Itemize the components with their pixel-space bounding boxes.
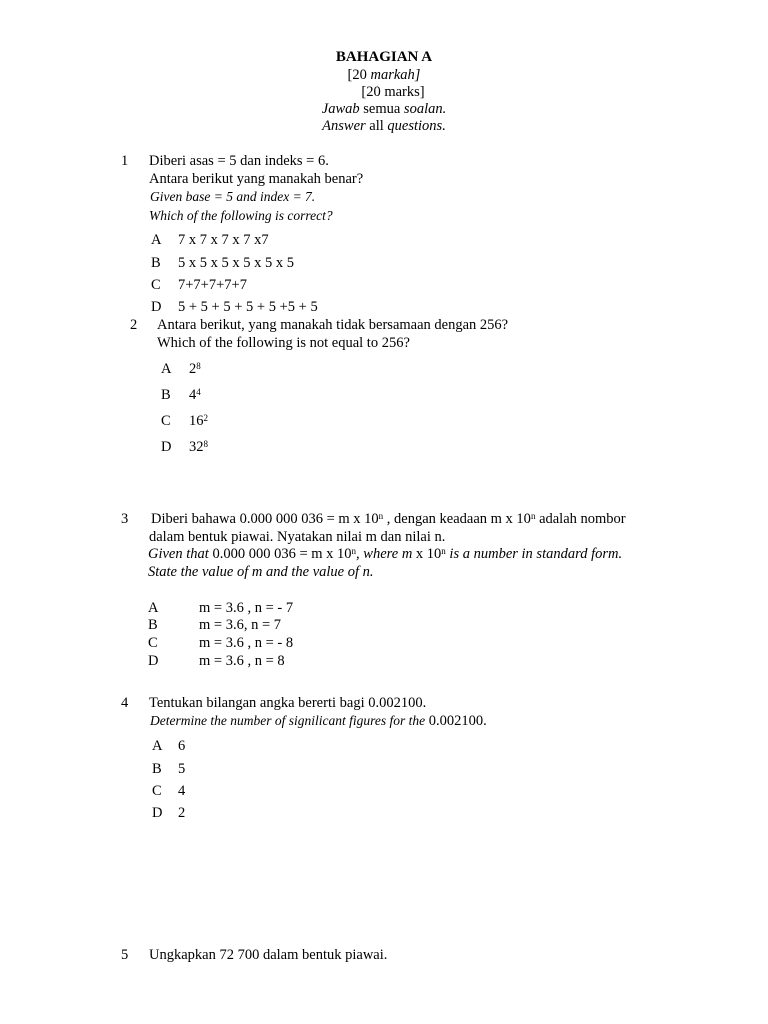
option-text: 2 bbox=[178, 805, 186, 821]
question-number: 4 bbox=[121, 695, 129, 711]
marks-english: [20 marks] bbox=[361, 84, 425, 100]
marks-word-malay: markah] bbox=[370, 67, 421, 83]
option-text: 4 bbox=[178, 783, 186, 799]
option-text: $32^8$ bbox=[189, 439, 208, 455]
question-text-malay: Diberi bahawa 0.000 000 036 = m x 10$^n$ , dengan keadaan m x 10$^n$ adalah nombor bbox=[151, 511, 626, 527]
option-text: m = 3.6 , n = 8 bbox=[199, 653, 285, 669]
question-number: 1 bbox=[121, 153, 129, 169]
question-text-malay: dalam bentuk piawai. Nyatakan nilai m dan nilai n. bbox=[149, 529, 446, 545]
section-title: BAHAGIAN A bbox=[335, 49, 433, 65]
option-text: 7 x 7 x 7 x 7 x7 bbox=[178, 232, 269, 248]
option-letter: B bbox=[151, 255, 161, 271]
question-number: 2 bbox=[130, 317, 138, 333]
question-text-malay: Ungkapkan 72 700 dalam bentuk piawai. bbox=[149, 947, 388, 963]
question-text-english: Given base = 5 and index = 7. bbox=[150, 189, 316, 204]
option-text: 5 + 5 + 5 + 5 + 5 +5 + 5 bbox=[178, 299, 318, 315]
option-text: 5 x 5 x 5 x 5 x 5 x 5 bbox=[178, 255, 294, 271]
option-letter: D bbox=[161, 439, 172, 455]
instruction-malay: Jawab semua soalan. bbox=[321, 101, 447, 117]
question-number: 5 bbox=[121, 947, 129, 963]
option-text: 7+7+7+7+7 bbox=[178, 277, 247, 293]
option-letter: C bbox=[151, 277, 161, 293]
option-text: m = 3.6, n = 7 bbox=[199, 617, 282, 633]
option-text: 5 bbox=[178, 761, 186, 777]
question-number: 3 bbox=[121, 511, 129, 527]
option-letter: A bbox=[161, 361, 172, 377]
question-text-english: Determine the number of signilicant figures for the 0.002100. bbox=[150, 713, 487, 729]
option-text: m = 3.6 , n = - 8 bbox=[199, 635, 294, 651]
option-text: $16^2$ bbox=[189, 413, 208, 429]
option-letter: D bbox=[152, 805, 163, 821]
option-letter: C bbox=[148, 635, 158, 651]
question-text-malay: Diberi asas = 5 dan indeks = 6. bbox=[149, 153, 329, 169]
question-text-malay: Antara berikut yang manakah benar? bbox=[149, 171, 364, 187]
option-letter: A bbox=[152, 738, 163, 754]
option-letter: B bbox=[161, 387, 171, 403]
option-letter: D bbox=[151, 299, 162, 315]
question-text-english: Which of the following is correct? bbox=[149, 208, 333, 223]
question-text-english: Given that 0.000 000 036 = m x 10$^n$, where m x 10$^n$ is a number in standard form. bbox=[148, 546, 623, 562]
question-text-malay: Antara berikut, yang manakah tidak bersamaan dengan 256? bbox=[157, 317, 509, 333]
option-letter: C bbox=[161, 413, 171, 429]
option-letter: B bbox=[148, 617, 158, 633]
option-letter: B bbox=[152, 761, 162, 777]
option-letter: A bbox=[151, 232, 162, 248]
option-letter: C bbox=[152, 783, 162, 799]
option-text: m = 3.6 , n = - 7 bbox=[199, 600, 294, 616]
option-letter: A bbox=[148, 600, 159, 616]
question-text-english: State the value of m and the value of n. bbox=[148, 564, 374, 580]
option-text: 6 bbox=[178, 738, 186, 754]
option-text: $2^8$ bbox=[189, 361, 201, 377]
question-text-malay: Tentukan bilangan angka bererti bagi 0.002100. bbox=[149, 695, 427, 711]
option-text: $4^4$ bbox=[189, 387, 201, 403]
instruction-english: Answer all questions. bbox=[322, 118, 446, 134]
question-text-english: Which of the following is not equal to 256? bbox=[157, 335, 410, 351]
marks-malay: [20 markah] bbox=[347, 67, 421, 83]
option-letter: D bbox=[148, 653, 159, 669]
